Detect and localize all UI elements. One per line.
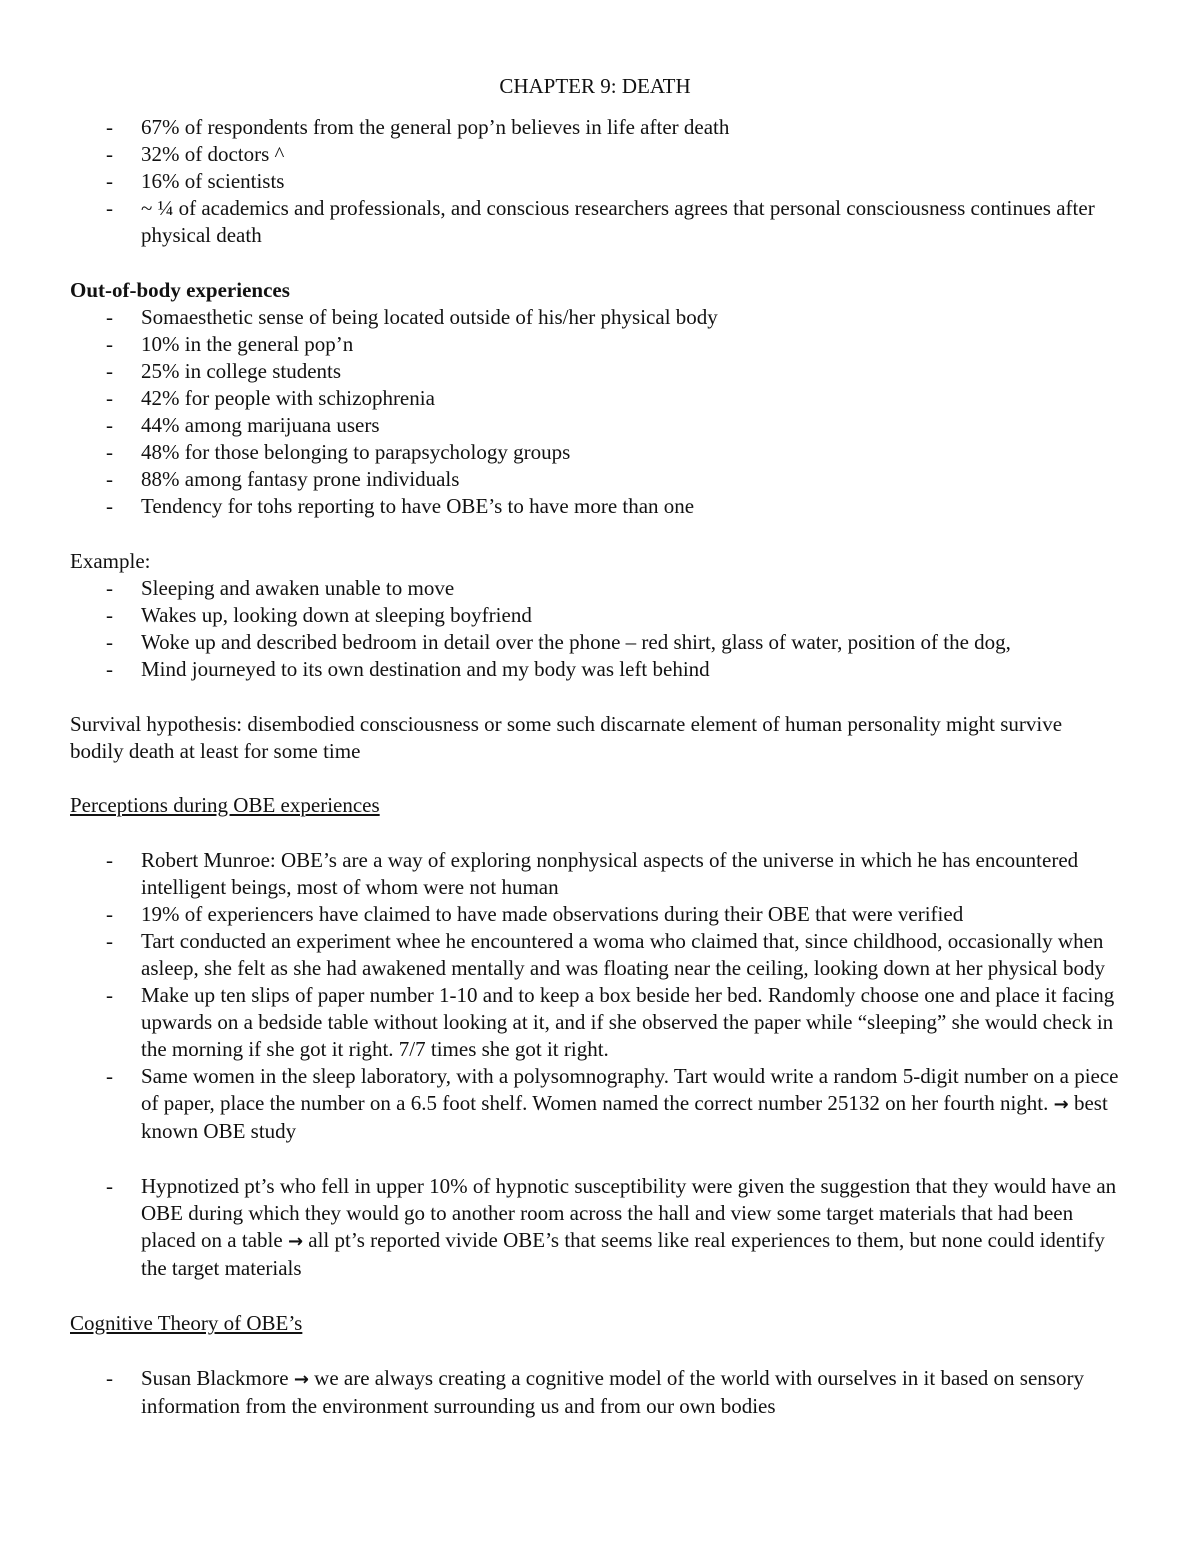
- item-text: best known OBE study: [141, 1091, 1108, 1143]
- list-item: - 32% of doctors ^: [70, 141, 1120, 168]
- spacer: [70, 819, 1120, 847]
- spacer: [70, 249, 1120, 277]
- list-item: - 10% in the general pop’n: [70, 331, 1120, 358]
- cognitive-heading: Cognitive Theory of OBE’s: [70, 1311, 303, 1335]
- spacer: [70, 520, 1120, 548]
- item-text: we are always creating a cognitive model of the world with ourselves in it based on sensory information from the environment surrounding us and from our own bodies: [141, 1366, 1084, 1418]
- list-item: - 19% of experiencers have claimed to have made observations during their OBE that were verified: [70, 901, 1120, 928]
- list-item: - 42% for people with schizophrenia: [70, 385, 1120, 412]
- perceptions-heading: Perceptions during OBE experiences: [70, 793, 380, 817]
- arrow-right-icon: →: [293, 1369, 309, 1390]
- list-item: - 44% among marijuana users: [70, 412, 1120, 439]
- intro-list: [70, 114, 1120, 249]
- arrow-right-icon: →: [1053, 1094, 1069, 1115]
- example-list: [70, 575, 1120, 683]
- item-text: all pt’s reported vivide OBE’s that seems like real experiences to them, but none could identify the target materials: [141, 1228, 1105, 1280]
- list-item: - Mind journeyed to its own destination and my body was left behind: [70, 656, 1120, 683]
- list-item: - Woke up and described bedroom in detail over the phone – red shirt, glass of water, position of the dog,: [70, 629, 1120, 656]
- example-heading: Example:: [70, 549, 151, 573]
- item-text: Susan Blackmore: [141, 1366, 294, 1390]
- obe-list: [70, 304, 1120, 520]
- spacer: [70, 765, 1120, 792]
- list-item: - Tendency for tohs reporting to have OBE’s to have more than one: [70, 493, 1120, 520]
- spacer: [70, 1282, 1120, 1310]
- cognitive-list: [70, 1365, 1120, 1420]
- list-item: - 48% for those belonging to parapsychology groups: [70, 439, 1120, 466]
- document-page: [70, 73, 1120, 1420]
- spacer: [70, 1145, 1120, 1173]
- list-item: - ~ ¼ of academics and professionals, and conscious researchers agrees that personal consciousness continues after physical death: [70, 195, 1120, 249]
- list-item: - Wakes up, looking down at sleeping boyfriend: [70, 602, 1120, 629]
- list-item: - Sleeping and awaken unable to move: [70, 575, 1120, 602]
- list-item: - 25% in college students: [70, 358, 1120, 385]
- item-text: Hypnotized pt’s who fell in upper 10% of hypnotic susceptibility were given the suggestion that they would have an OBE during which they would go to another room across the hall and view some target materials that had been placed on a table: [141, 1174, 1117, 1252]
- list-item: - 16% of scientists: [70, 168, 1120, 195]
- perceptions-list: [70, 847, 1120, 1145]
- list-item: [70, 1365, 1120, 1420]
- list-item: - 67% of respondents from the general pop’n believes in life after death: [70, 114, 1120, 141]
- arrow-right-icon: →: [287, 1231, 304, 1252]
- list-item: [70, 1173, 1120, 1282]
- page-title: CHAPTER 9: DEATH: [499, 74, 691, 98]
- spacer: [70, 683, 1120, 711]
- survival-hypothesis: Survival hypothesis: disembodied consciousness or some such discarnate element of human personality might survive bodily death at least for some time: [70, 712, 1063, 763]
- list-item: - Make up ten slips of paper number 1-10 and to keep a box beside her bed. Randomly choose one and place it facing upwards on a bedside table without looking at it, and if she observed the paper while “sleeping” she would check in the morning if she got it right. 7/7 times she got it right.: [70, 982, 1120, 1063]
- list-item: - Robert Munroe: OBE’s are a way of exploring nonphysical aspects of the universe in which he has encountered intelligent beings, most of whom were not human: [70, 847, 1120, 901]
- spacer: [70, 1337, 1120, 1365]
- list-item: - 88% among fantasy prone individuals: [70, 466, 1120, 493]
- list-item: [70, 1063, 1120, 1145]
- obe-heading: Out-of-body experiences: [70, 278, 290, 302]
- perceptions-list-continued: [70, 1173, 1120, 1282]
- list-item: - Tart conducted an experiment whee he encountered a woma who claimed that, since childhood, occasionally when asleep, she felt as she had awakened mentally and was floating near the ceiling, looking down at her physical body: [70, 928, 1120, 982]
- list-item: - Somaesthetic sense of being located outside of his/her physical body: [70, 304, 1120, 331]
- item-text: Same women in the sleep laboratory, with a polysomnography. Tart would write a random 5-digit number on a piece of paper, place the number on a 6.5 foot shelf. Women named the correct number 25132 on her fourth night.: [141, 1064, 1119, 1115]
